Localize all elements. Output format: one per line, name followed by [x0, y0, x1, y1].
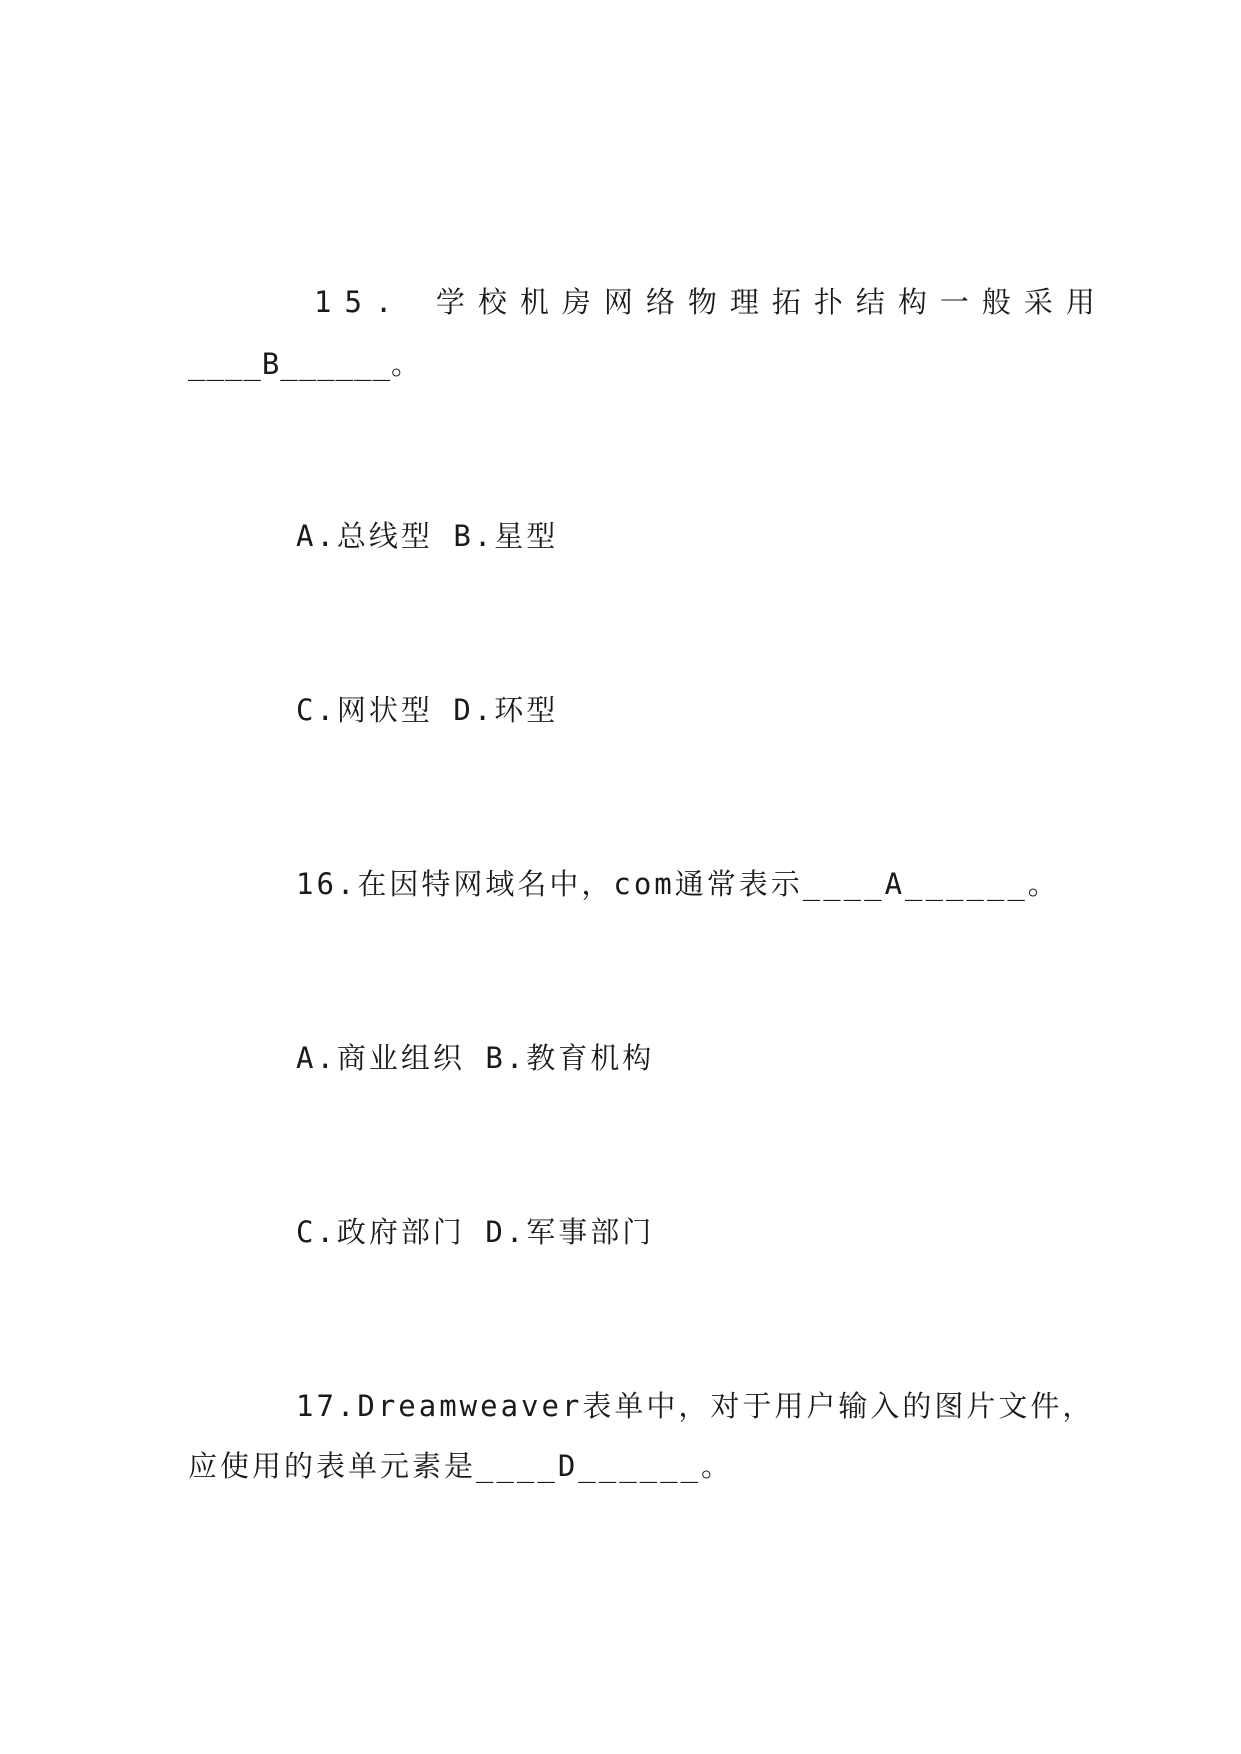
- question-15-stem: 15. 学校机房网络物理拓扑结构一般采用: [314, 285, 1108, 319]
- question-16-options-ab: A.商业组织 B.教育机构: [296, 1041, 655, 1075]
- question-17-stem: 17.Dreamweaver表单中，对于用户输入的图片文件，: [296, 1389, 1095, 1423]
- question-15-options-ab: A.总线型 B.星型: [296, 519, 559, 553]
- question-15-answer-blank: ____B______。: [188, 347, 422, 381]
- question-15-options-cd: C.网状型 D.环型: [296, 693, 559, 727]
- question-17-answer-line: 应使用的表单元素是____D______。: [188, 1449, 734, 1483]
- question-16-options-cd: C.政府部门 D.军事部门: [296, 1215, 655, 1249]
- question-16-stem: 16.在因特网域名中，com通常表示____A______。: [296, 867, 1060, 901]
